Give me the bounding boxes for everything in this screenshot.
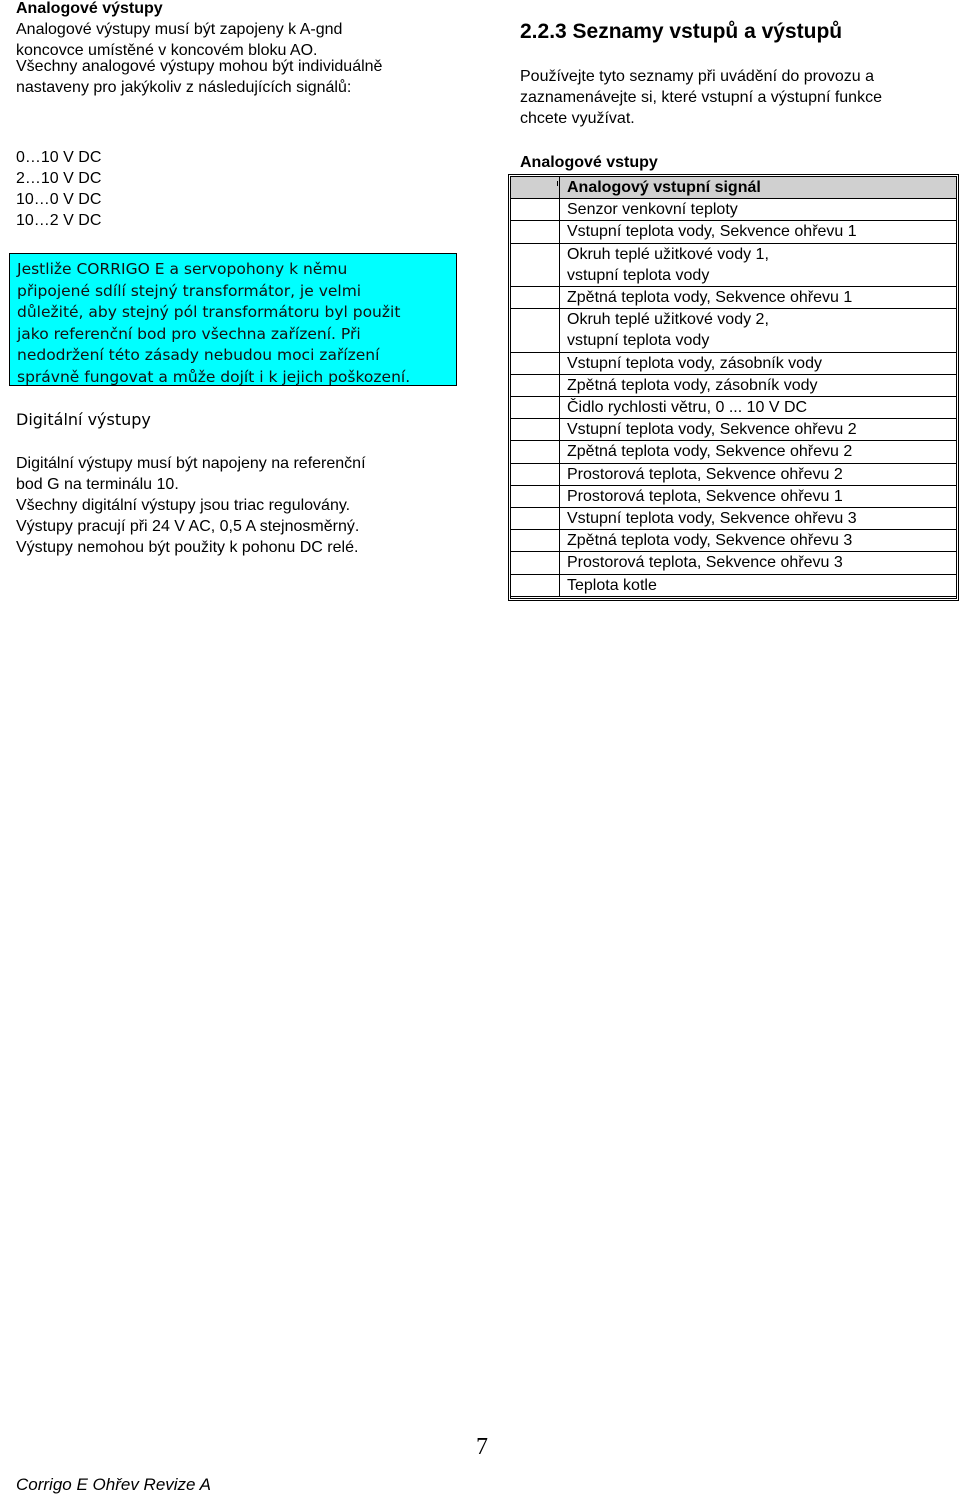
checkbox-cell[interactable] [511, 441, 560, 463]
signal-label: Zpětná teplota vody, zásobník vody [567, 376, 818, 394]
checkbox-cell[interactable] [511, 574, 560, 596]
signal-label: Vstupní teplota vody, Sekvence ohřevu 2 [567, 421, 857, 439]
table-header-label: Analogový vstupní signál [560, 177, 957, 199]
table-row [511, 374, 956, 396]
signal-label: Vstupní teplota vody, Sekvence ohřevu 1 [567, 223, 857, 241]
signal-item: 2…10 V DC [16, 170, 102, 187]
footer-text: Corrigo E Ohřev Revize A [16, 1475, 211, 1494]
signal-label: Vstupní teplota vody, zásobník vody [567, 354, 822, 372]
signal-label: Prostorová teplota, Sekvence ohřevu 3 [567, 554, 843, 572]
analog-inputs-grid [511, 177, 956, 597]
intro-paragraph [520, 66, 950, 129]
intro-line: chcete využívat. [520, 110, 635, 127]
paragraph-line: nastaveny pro jakýkoliv z následujících signálů: [16, 79, 352, 96]
signal-cell [560, 352, 957, 374]
table-row [511, 463, 956, 485]
signal-cell [560, 221, 957, 243]
signal-cell [560, 397, 957, 419]
warning-line: správně fungovat a může dojít i k jejich poškození. [17, 367, 411, 386]
analog-outputs-text-line: koncovce umístěné v koncovém bloku AO. [16, 42, 318, 59]
signal-cell [560, 485, 957, 507]
checkbox-cell[interactable] [511, 508, 560, 530]
signal-cell [560, 530, 957, 552]
digital-outputs-heading: Digitální výstupy [16, 410, 151, 429]
warning-line: připojené sdílí stejný transformátor, je velmi [17, 281, 362, 300]
signal-cell [560, 287, 957, 309]
signal-label: Zpětná teplota vody, Sekvence ohřevu 3 [567, 532, 853, 550]
signal-list [16, 147, 101, 231]
signal-cell [560, 508, 957, 530]
intro-line: Používejte tyto seznamy při uvádění do provozu a [520, 68, 874, 85]
checkbox-cell[interactable] [511, 397, 560, 419]
signal-label: Vstupní teplota vody, Sekvence ohřevu 3 [567, 510, 857, 528]
signal-item: 10…2 V DC [16, 212, 102, 229]
signal-cell [560, 574, 957, 596]
signal-label: Teplota kotle [567, 576, 657, 594]
table-row [511, 508, 956, 530]
checkbox-cell[interactable] [511, 199, 560, 221]
table-row [511, 287, 956, 309]
analog-outputs-text-line: Analogové výstupy musí být zapojeny k A-gnd [16, 21, 343, 38]
warning-line: Jestliže CORRIGO E a servopohony k němu [17, 260, 348, 278]
signal-label: vstupní teplota vody [567, 266, 710, 284]
signal-cell [560, 243, 957, 286]
signal-label: Zpětná teplota vody, Sekvence ohřevu 2 [567, 443, 853, 461]
signal-cell [560, 199, 957, 221]
paragraph-line: Všechny analogové výstupy mohou být individuálně [16, 58, 383, 75]
digital-line: bod G na terminálu 10. [16, 476, 179, 493]
checkbox-cell[interactable] [511, 243, 560, 286]
signal-cell [560, 552, 957, 574]
signal-label: vstupní teplota vody [567, 332, 710, 350]
table-row [511, 485, 956, 507]
table-row [511, 243, 956, 286]
digital-outputs-text [16, 453, 366, 558]
checkbox-cell[interactable] [511, 352, 560, 374]
warning-line: nedodržení této zásady nebudou moci zařízení [17, 346, 380, 364]
analog-inputs-table [508, 174, 959, 601]
table-row [511, 352, 956, 374]
warning-line: jako referenční bod pro všechna zařízení. Při [17, 324, 361, 343]
checkbox-cell[interactable] [511, 374, 560, 396]
signal-cell [560, 374, 957, 396]
section-heading: 2.2.3 Seznamy vstupů a výstupů [520, 20, 843, 43]
checkbox-cell[interactable] [511, 287, 560, 309]
checkbox-cell[interactable] [511, 485, 560, 507]
signal-cell [560, 309, 957, 352]
signal-label: Prostorová teplota, Sekvence ohřevu 1 [567, 487, 843, 505]
signal-item: 10…0 V DC [16, 191, 102, 208]
signal-cell [560, 463, 957, 485]
table-row [511, 419, 956, 441]
table-row [511, 221, 956, 243]
analog-inputs-title: Analogové vstupy [520, 154, 658, 171]
analog-outputs-paragraph [16, 56, 382, 98]
checkbox-cell[interactable] [511, 221, 560, 243]
signal-cell [560, 441, 957, 463]
table-header-row [511, 177, 956, 199]
digital-line: Výstupy pracují při 24 V AC, 0,5 A stejnosměrný. [16, 518, 360, 535]
signal-item: 0…10 V DC [16, 149, 102, 166]
tick-mark [557, 181, 561, 186]
warning-callout [9, 253, 457, 386]
checkbox-cell[interactable] [511, 530, 560, 552]
intro-line: zaznamenávejte si, které vstupní a výstupní funkce [520, 89, 882, 106]
checkbox-cell[interactable] [511, 177, 560, 199]
table-row [511, 530, 956, 552]
digital-line: Výstupy nemohou být použity k pohonu DC relé. [16, 539, 359, 556]
analog-outputs-section [16, 0, 342, 61]
signal-label: Okruh teplé užitkové vody 2, [567, 311, 769, 329]
warning-line: důležité, aby stejný pól transformátoru byl použit [17, 303, 401, 321]
digital-line: Digitální výstupy musí být napojeny na referenční [16, 455, 366, 472]
checkbox-cell[interactable] [511, 309, 560, 352]
checkbox-cell[interactable] [511, 463, 560, 485]
analog-outputs-heading: Analogové výstupy [16, 0, 163, 17]
signal-label: Prostorová teplota, Sekvence ohřevu 2 [567, 465, 843, 483]
digital-line: Všechny digitální výstupy jsou triac regulovány. [16, 497, 351, 514]
table-row [511, 552, 956, 574]
checkbox-cell[interactable] [511, 552, 560, 574]
page-number: 7 [476, 1434, 488, 1460]
table-row [511, 441, 956, 463]
table-row [511, 199, 956, 221]
table-row [511, 309, 956, 352]
signal-label: Okruh teplé užitkové vody 1, [567, 245, 769, 263]
signal-label: Čidlo rychlosti větru, 0 ... 10 V DC [567, 399, 808, 417]
signal-cell [560, 419, 957, 441]
signal-label: Senzor venkovní teploty [567, 201, 738, 219]
table-row [511, 574, 956, 596]
signal-label: Zpětná teplota vody, Sekvence ohřevu 1 [567, 289, 853, 307]
checkbox-cell[interactable] [511, 419, 560, 441]
table-row [511, 397, 956, 419]
